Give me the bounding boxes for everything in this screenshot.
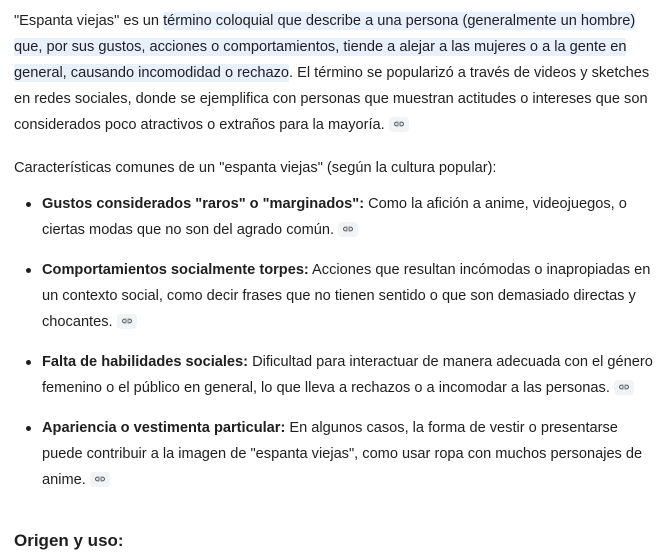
link-chip-icon[interactable] (117, 314, 137, 329)
list-item (40, 415, 656, 493)
list-item (40, 349, 656, 401)
list-item (40, 191, 656, 243)
list-item-text: En algunos casos, la forma de vestir o presentarse puede contribuir a la imagen de "espanta viejas", como usar ropa con muchos personajes de anime. (42, 420, 643, 488)
link-chip-icon[interactable] (389, 117, 409, 132)
list-item-title: Falta de habilidades sociales: (42, 354, 249, 370)
origin-heading: Origen y uso: (14, 531, 124, 550)
link-chip-icon[interactable] (90, 472, 110, 487)
intro-lead-text: "Espanta viejas" es un (14, 13, 164, 29)
list-item-text: Dificultad para interactuar de manera adecuada con el género femenino o el público en general, lo que lleva a rechazos o a incomodar a las personas. (42, 354, 653, 396)
list-item (40, 257, 656, 335)
list-item-title: Apariencia o vestimenta particular: (42, 420, 286, 436)
characteristics-list (14, 191, 656, 493)
intro-paragraph (14, 8, 656, 138)
characteristics-intro: Características comunes de un "espanta viejas" (según la cultura popular): (14, 160, 497, 176)
list-item-title: Gustos considerados "raros" o "marginados": (42, 196, 365, 212)
link-chip-icon[interactable] (614, 380, 634, 395)
list-item-text: Como la afición a anime, videojuegos, o ciertas modas que no son del agrado común. (42, 196, 627, 238)
list-item-title: Comportamientos socialmente torpes: (42, 262, 309, 278)
highlighted-definition: término coloquial que describe a una persona (generalmente un hombre) que, por sus gustos, acciones o comportamientos, tiende a alejar a las mujeres o a la gente en general, causando incomodidad o rechazo (14, 13, 636, 81)
intro-tail-text: . El término se popularizó a través de videos y sketches en redes sociales, donde se ejemplifica con personas que muestran actitudes o intereses que son considerados poco atractivos o extraños para la mayoría. (14, 65, 650, 133)
link-chip-icon[interactable] (338, 222, 358, 237)
list-item-text: Acciones que resultan incómodas o inapropiadas en un contexto social, como decir frases que no tienen sentido o que son demasiado directas y chocantes. (42, 262, 651, 330)
